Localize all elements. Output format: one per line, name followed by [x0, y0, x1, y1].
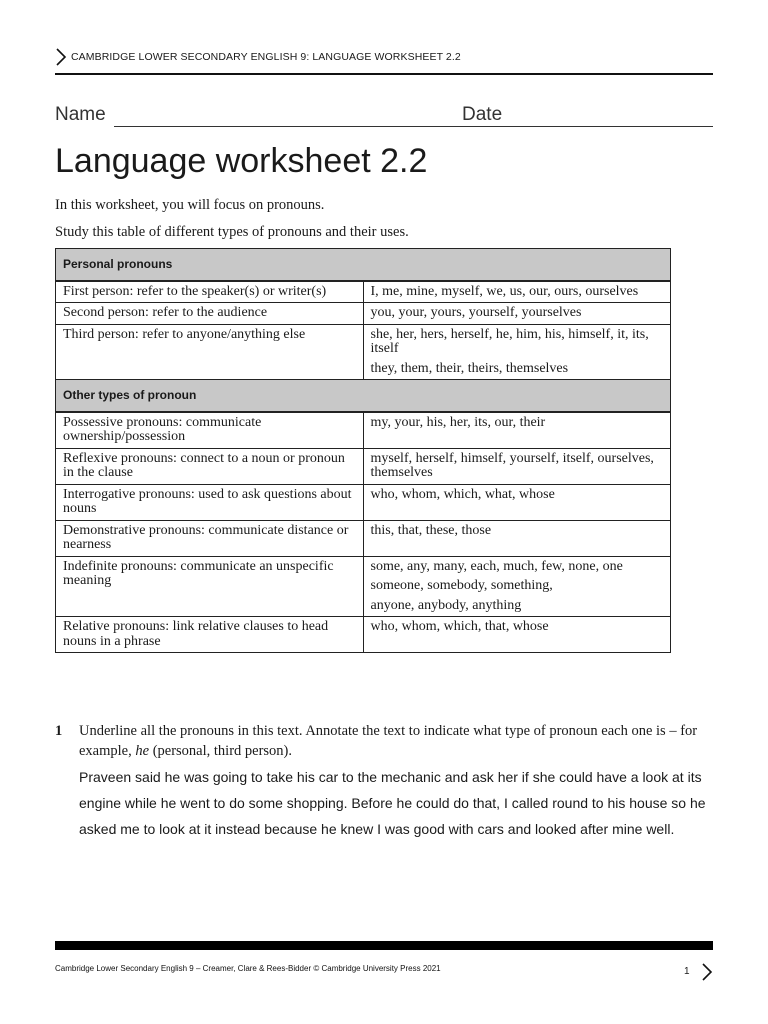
example-line: I, me, mine, myself, we, us, our, ours, ourselves [370, 283, 639, 299]
table-row [56, 281, 671, 303]
pronoun-examples-cell [363, 303, 671, 325]
name-date-row [55, 104, 713, 130]
example-line: my, your, his, her, its, our, their [370, 414, 546, 430]
question-number: 1 [55, 723, 63, 739]
example-line: myself, herself, himself, yourself, itself, ourselves, themselves [370, 450, 654, 480]
example-line: she, her, hers, herself, he, him, his, himself, it, its, itself [370, 326, 649, 356]
example-line: they, them, their, theirs, themselves [370, 360, 569, 376]
example-line: this, that, these, those [370, 522, 492, 538]
intro-line: In this worksheet, you will focus on pronouns. [55, 197, 325, 213]
table-row [56, 520, 671, 556]
footer-rule [55, 941, 713, 950]
table-row [56, 448, 671, 484]
table-row [56, 412, 671, 449]
table-row [56, 303, 671, 325]
name-label: Name [55, 104, 106, 125]
pronoun-examples-cell [363, 520, 671, 556]
pronoun-type-cell: Second person: refer to the audience [56, 303, 364, 325]
passage-text[interactable]: Praveen said he was going to take his car to the mechanic and ask her if she could have a look at its engine while he went to do some shopping. Before he could do that, I called round to his house so he asked me to look at it instead because he knew I was good with cars and looked after mine well. [79, 769, 706, 837]
name-field[interactable] [114, 126, 511, 127]
pronoun-type-cell: Interrogative pronouns: used to ask questions about nouns [56, 484, 364, 520]
pronoun-type-cell: First person: refer to the speaker(s) or writer(s) [56, 281, 364, 303]
running-title: CAMBRIDGE LOWER SECONDARY ENGLISH 9: LANGUAGE WORKSHEET 2.2 [71, 51, 461, 63]
example-line: anyone, anybody, anything [370, 597, 522, 613]
chevron-right-icon[interactable] [701, 962, 713, 982]
section-heading: Other types of pronoun [56, 380, 671, 412]
intro-line: Study this table of different types of pronouns and their uses. [55, 224, 409, 240]
pronoun-type-cell: Third person: refer to anyone/anything else [56, 324, 364, 380]
table-row [56, 617, 671, 653]
pronoun-examples-cell [363, 281, 671, 303]
table-section-header [56, 249, 671, 281]
pronoun-examples-cell [363, 556, 671, 617]
pronoun-examples-cell [363, 448, 671, 484]
pronoun-table [55, 248, 671, 653]
table-section-header [56, 380, 671, 412]
pronoun-type-cell: Demonstrative pronouns: communicate distance or nearness [56, 520, 364, 556]
chevron-right-icon [55, 48, 67, 66]
date-label: Date [462, 104, 503, 125]
example-line: someone, somebody, something, [370, 578, 553, 593]
pronoun-type-cell: Indefinite pronouns: communicate an unspecific meaning [56, 556, 364, 617]
footer-citation: Cambridge Lower Secondary English 9 – Creamer, Clare & Rees-Bidder © Cambridge University Press 2021 [55, 964, 441, 973]
example-line: you, your, yours, yourself, yourselves [370, 305, 582, 320]
pronoun-examples-cell [363, 617, 671, 653]
example-line: some, any, many, each, much, few, none, one [370, 558, 623, 574]
pronoun-type-cell: Reflexive pronouns: connect to a noun or pronoun in the clause [56, 448, 364, 484]
section-heading: Personal pronouns [56, 249, 671, 281]
example-line: who, whom, which, what, whose [370, 486, 555, 502]
table-row [56, 556, 671, 617]
pronoun-type-cell: Possessive pronouns: communicate ownership/possession [56, 412, 364, 449]
page-title: Language worksheet 2.2 [55, 142, 428, 180]
pronoun-type-cell: Relative pronouns: link relative clauses to head nouns in a phrase [56, 617, 364, 653]
table-row [56, 324, 671, 380]
pronoun-examples-cell [363, 412, 671, 449]
question-text: Underline all the pronouns in this text. Annotate the text to indicate what type of pronoun each one is – for example, he (personal, third person). [79, 723, 698, 759]
pronoun-examples-cell [363, 484, 671, 520]
running-header [55, 46, 713, 75]
date-field[interactable] [510, 126, 713, 127]
page-number: 1 [684, 966, 690, 977]
table-row [56, 484, 671, 520]
example-line: who, whom, which, that, whose [370, 619, 549, 634]
example-word: he [135, 743, 150, 759]
pronoun-examples-cell [363, 324, 671, 380]
